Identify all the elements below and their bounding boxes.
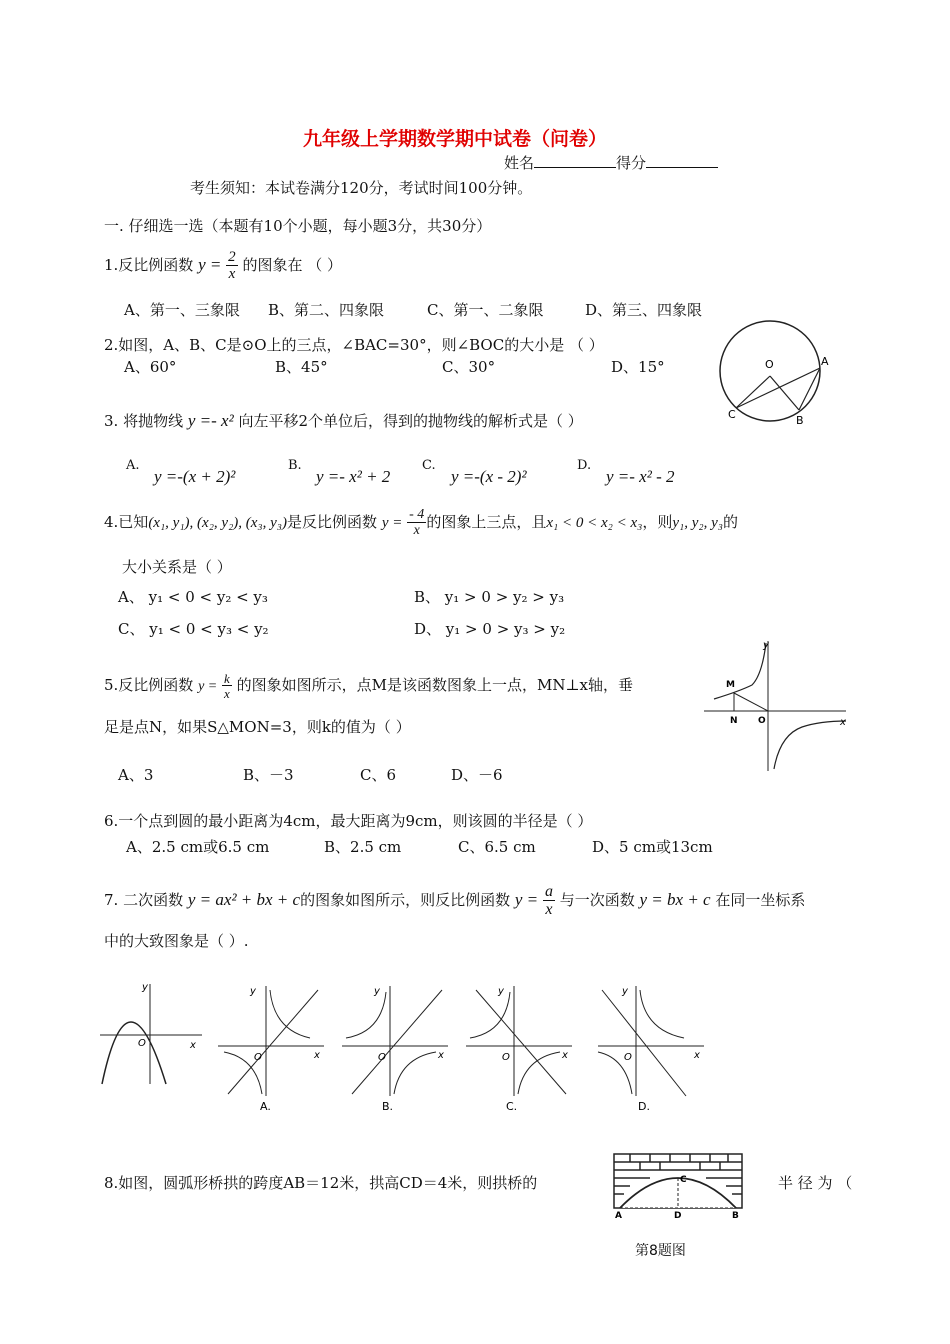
q7-parabola-label-x: x (190, 1040, 196, 1051)
q7-mid2: 与一次函数 (559, 891, 635, 909)
q7-parabola-label-o: O (138, 1038, 146, 1049)
q7-c-label-x: x (562, 1050, 568, 1061)
q4-option-a: A、 y₁ < 0 < y₂ < y₃ (118, 588, 268, 606)
question-7 (104, 884, 805, 918)
q6-option-a: A、2.5 cm或6.5 cm (126, 838, 270, 856)
q1-y: y = (198, 255, 222, 274)
q3-post: 向左平移2个单位后，得到的抛物线的解析式是（ ） (238, 412, 583, 430)
q7-fraction (543, 884, 555, 918)
q7-mid: 的图象如图所示，则反比例函数 (300, 891, 511, 909)
exam-notice: 考生须知：本试卷满分120分，考试时间100分钟。 (190, 179, 533, 197)
name-score-line (504, 152, 718, 173)
q2-label-c: C (728, 408, 736, 421)
q3-option-d: y =- x² - 2 (606, 467, 675, 486)
q7-b-label-x: x (438, 1050, 444, 1061)
q7-d-label-x: x (694, 1050, 700, 1061)
q7-c-label-y: y (498, 986, 504, 997)
question-6: 6.一个点到圆的最小距离为4cm，最大距离为9cm，则该圆的半径是（ ） (104, 812, 593, 830)
q2-label-b: B (796, 414, 804, 427)
q4-y: y = (381, 515, 403, 531)
q5-label-o: O (758, 716, 766, 726)
q3-letter-c: C. (422, 458, 436, 473)
q2-option-a: A、60° (124, 358, 177, 376)
q5-fraction (222, 672, 232, 700)
q3-letter-a: A. (126, 458, 140, 473)
name-blank[interactable] (534, 153, 616, 168)
q7-formula-linear: y = bx + c (639, 890, 711, 909)
q7-option-a-graph[interactable] (214, 980, 329, 1115)
q5-option-a: A、3 (118, 766, 154, 784)
q7-pre: 7. 二次函数 (104, 891, 184, 909)
name-label: 姓名 (504, 154, 535, 172)
q1-pre: 1.反比例函数 (104, 256, 194, 274)
q3-option-a: y =-(x + 2)² (154, 467, 236, 486)
q5-post: 的图象如图所示，点M是该函数图象上一点，MN⊥x轴，垂 (236, 676, 634, 694)
question-4 (104, 508, 738, 538)
q2-line-oc (736, 376, 770, 408)
q4-mid: 是反比例函数 (287, 513, 378, 531)
q4-ys: y₁, y₂, y₃ (672, 515, 723, 531)
q5-curve-upper (714, 643, 766, 699)
q8-label-a: A (615, 1211, 622, 1220)
q2-label-o: O (765, 358, 774, 371)
q3-letter-b: B. (288, 458, 302, 473)
q7-post: 在同一坐标系 (715, 891, 806, 909)
score-label: 得分 (616, 154, 647, 172)
q7-b-label: B. (382, 1100, 394, 1113)
q5-option-c: C、6 (360, 766, 397, 784)
q7-b-label-o: O (378, 1052, 386, 1063)
q1-num: 2 (228, 249, 236, 265)
q7-line2: 中的大致图象是（ ）. (104, 932, 249, 950)
q2-line-ac (736, 368, 820, 408)
q6-option-c: C、6.5 cm (458, 838, 536, 856)
q2-option-b: B、45° (275, 358, 328, 376)
q2-option-c: C、30° (442, 358, 496, 376)
q4-points: (x₁, y₁), (x₂, y₂), (x₃, y₃) (148, 515, 288, 531)
q5-den: x (224, 686, 230, 701)
q1-fraction (226, 250, 238, 282)
q7-option-b-graph[interactable] (338, 980, 453, 1115)
q1-option-b: B、第二、四象限 (268, 301, 385, 319)
q5-option-d: D、－6 (451, 766, 503, 784)
q4-cond-pre: 的图象上三点，且 (426, 513, 547, 531)
question-5 (104, 672, 633, 700)
q5-pre: 5.反比例函数 (104, 676, 194, 694)
q7-parabola-graph (98, 980, 208, 1090)
q5-curve-lower (774, 721, 846, 769)
q7-a-label-y: y (250, 986, 256, 997)
q7-parabola-curve (102, 1022, 166, 1084)
q8-label-c: C (680, 1175, 687, 1185)
question-1 (104, 250, 342, 282)
q7-option-d-graph[interactable] (594, 980, 709, 1115)
q5-label-n: N (730, 716, 738, 726)
q5-label-x: x (840, 717, 846, 728)
q1-post: 的图象在 （ ） (242, 256, 342, 274)
q3-letter-d: D. (577, 458, 592, 473)
q4-den: x (413, 523, 420, 538)
q7-num: a (544, 883, 553, 900)
q8-caption: 第8题图 (635, 1243, 686, 1259)
q4-num: - 4 (409, 507, 425, 522)
q5-line2: 足是点N，如果S△MON=3，则k的值为（ ） (104, 718, 411, 736)
q7-parabola-label-y: y (142, 982, 148, 993)
q2-circle-figure (716, 320, 836, 430)
q7-c-label-o: O (502, 1052, 510, 1063)
q4-pre: 4.已知 (104, 513, 149, 531)
q7-d-label: D. (638, 1100, 650, 1113)
q1-den: x (228, 266, 236, 282)
q7-d-label-o: O (624, 1052, 632, 1063)
page-title: 九年级上学期数学期中试卷（问卷） (303, 128, 608, 150)
q1-option-c: C、第一、二象限 (427, 301, 544, 319)
question-8: 8.如图，圆弧形桥拱的跨度AB＝12米，拱高CD＝4米，则拱桥的 (104, 1174, 538, 1192)
q2-option-d: D、15° (611, 358, 665, 376)
q2-line-ob (770, 376, 799, 410)
q2-circle (720, 321, 820, 421)
q6-option-b: B、2.5 cm (324, 838, 402, 856)
q4-option-c: C、 y₁ < 0 < y₃ < y₂ (118, 620, 269, 638)
q7-a-label-x: x (314, 1050, 320, 1061)
q8-label-b: B (732, 1211, 739, 1220)
q3-option-c: y =-(x - 2)² (451, 467, 527, 486)
q7-option-c-graph[interactable] (462, 980, 577, 1115)
q8-label-d: D (674, 1211, 682, 1220)
score-blank[interactable] (646, 153, 718, 168)
q3-option-b: y =- x² + 2 (316, 467, 391, 486)
q1-option-d: D、第三、四象限 (585, 301, 703, 319)
question-2: 2.如图，A、B、C是⊙O上的三点，∠BAC=30°，则∠BOC的大小是 （ ） (104, 336, 604, 354)
q3-pre: 3. 将抛物线 (104, 412, 184, 430)
q5-label-y: y (763, 640, 769, 651)
q7-y: y = (514, 890, 539, 909)
q7-formula-quadratic: y = ax² + bx + c (187, 890, 301, 909)
q6-option-d: D、5 cm或13cm (592, 838, 713, 856)
q4-option-d: D、 y₁ > 0 > y₃ > y₂ (414, 620, 566, 638)
q5-label-m: M (726, 680, 735, 690)
q7-b-label-y: y (374, 986, 380, 997)
q7-c-label: C. (506, 1100, 518, 1113)
section1-title: 一. 仔细选一选（本题有10个小题，每小题3分，共30分） (104, 217, 492, 235)
q5-num: k (224, 671, 230, 686)
q1-option-a: A、第一、三象限 (124, 301, 240, 319)
q7-den: x (545, 901, 553, 918)
question-3 (104, 410, 583, 431)
q5-option-b: B、－3 (243, 766, 294, 784)
q8-tail: 半 径 为 （ (778, 1174, 853, 1192)
q8-bridge-figure (610, 1150, 746, 1220)
q5-graph (700, 635, 860, 775)
q4-option-b: B、 y₁ > 0 > y₂ > y₃ (414, 588, 565, 606)
q5-y: y = (198, 679, 218, 694)
q4-fraction (407, 508, 426, 538)
q4-post: 的 (722, 513, 738, 531)
q7-a-label: A. (260, 1100, 271, 1113)
q7-d-label-y: y (622, 986, 628, 997)
q3-formula: y =- x² (187, 411, 234, 430)
q2-label-a: A (821, 355, 829, 368)
q5-segment-mo (734, 693, 768, 711)
q7-a-label-o: O (254, 1052, 262, 1063)
q4-cond: x₁ < 0 < x₂ < x₃ (546, 515, 643, 531)
q4-line2: 大小关系是（ ） (122, 558, 232, 576)
q4-then: ，则 (642, 513, 673, 531)
